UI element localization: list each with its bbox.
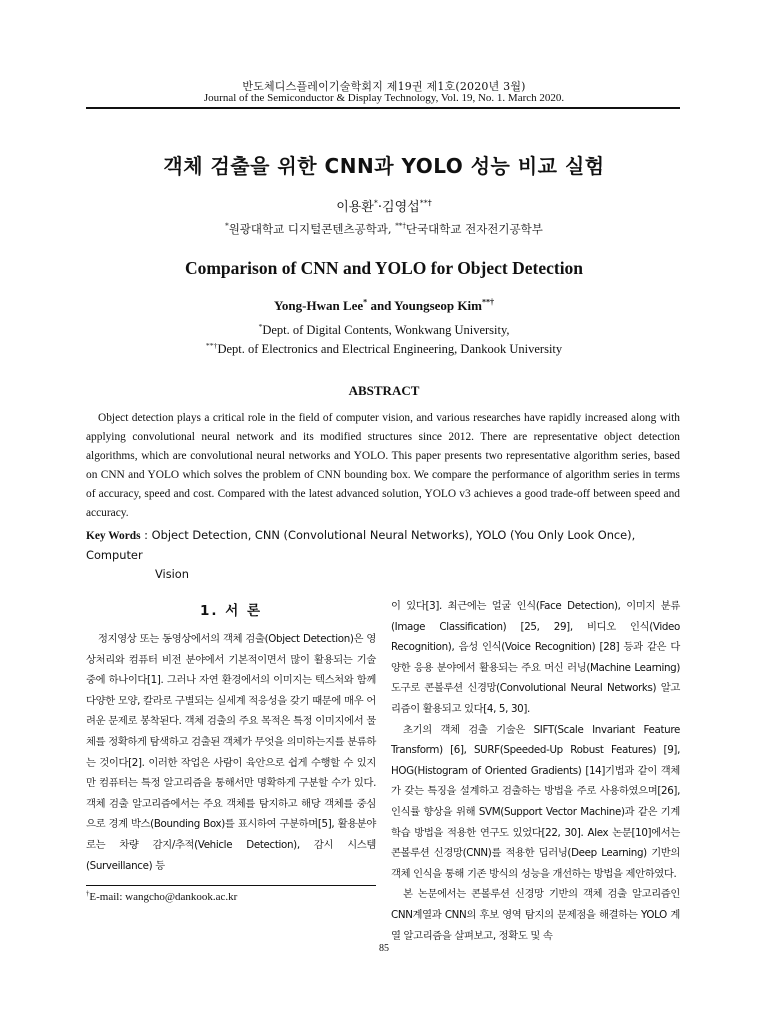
english-title: Comparison of CNN and YOLO for Object Detection	[184, 258, 584, 278]
footnote-email: E-mail: wangcho@dankook.ac.kr	[89, 891, 238, 903]
keywords-label: Key Words	[86, 530, 141, 542]
paragraph: 이 있다[3]. 최근에는 얼굴 인식(Face Detection), 이미지 분류(Image Classification) [25, 29], 비디오 인식(Video Recognition), 음성 인식(Voice Recognition) [28] 등과 같은 다양한 응용 분야에서 활용되는 주요 머신 러닝(Machine Learning) 도구로 콘볼루션 신경망(Convolutional Neural Networks) 알고리즘이 활용되고 있다[4, 5, 30].	[391, 600, 680, 715]
right-column	[391, 596, 680, 946]
left-column	[86, 629, 376, 876]
footnote-rule	[86, 885, 376, 886]
abstract-heading: ABSTRACT	[348, 383, 420, 398]
korean-author-2: 김영섭	[382, 200, 420, 215]
english-author-1: Yong-Hwan Lee	[273, 298, 364, 313]
keywords-line-1: Object Detection, CNN (Convolutional Neural Networks), YOLO (You Only Look Once), Computer	[86, 528, 636, 562]
author-1-mark: *	[373, 198, 378, 208]
keywords-line-2: Vision	[155, 567, 189, 581]
korean-authors	[0, 196, 768, 215]
paragraph: 초기의 객체 검출 기술은 SIFT(Scale Invariant Feature Transform) [6], SURF(Speeded-Up Robust Features) [9], HOG(Histogram of Oriented Gradients) [14]기법과 같이 객체가 갖는 특징을 설계하고 검출하는 방법을 주로 사용하였으며[26], 인식률 향상을 위해 SVM(Support Vector Machine)과 같은 기계 학습 방법을 적용한 연구도 있었다[22, 30]. Alex 논문[10]에서는 콘볼루션 신경망(CNN)를 적용한 딥러닝(Deep Learning) 기반의 객체 인식을 통해 기존 방식의 성능을 개선하는 방법을 제안하였다.	[391, 723, 680, 880]
english-affiliation-1: *Dept. of Digital Contents, Wonkwang University,	[258, 321, 510, 337]
page-number: 85	[379, 943, 389, 954]
paragraph: 본 논문에서는 콘볼루션 신경망 기반의 객체 검출 알고리즘인 CNN계열과 CNN의 후보 영역 탐지의 문제점을 해결하는 YOLO 계열 알고리즘을 살펴보고, 정확도 및 속	[391, 888, 680, 942]
english-affiliation-2: **†Dept. of Electronics and Electrical Engineering, Dankook University	[205, 340, 563, 356]
header-rule	[86, 107, 680, 109]
author-2-mark: **†	[419, 198, 432, 208]
journal-header-korean: 반도체디스플레이기술학회지 제19권 제1호(2020년 3월)	[242, 80, 526, 93]
english-authors: Yong-Hwan Lee* and Youngseop Kim**†	[273, 297, 495, 313]
paragraph: 정지영상 또는 동영상에서의 객체 검출(Object Detection)은 영상처리와 컴퓨터 비전 분야에서 기본적이면서 많이 활용되는 기술 중에 하나이다[1]. 그러나 자연 환경에서의 이미지는 텍스처와 함께 다양한 모양, 칼라로 구별되는 실세계 적응성을 갖기 때문에 매우 어려운 문제로 봉착된다. 객체 검출의 주요 목적은 특정 이미지에서 물체를 정확하게 탐색하고 검출된 객체가 무엇을 의미하는지를 분류하는 것이다[2]. 이러한 작업은 사람이 육안으로 쉽게 수행할 수 있지만 컴퓨터는 특정 알고리즘을 통해서만 명확하게 구분할 수가 있다. 객체 검출 알고리즘에서는 주요 객체를 탐지하고 해당 객체를 중심으로 경계 박스(Bounding Box)를 표시하여 구분하며[5], 활용분야로는 차량 감지/추적(Vehicle Detection), 감시 시스템(Surveillance) 등	[86, 633, 376, 872]
korean-author-1: 이용환	[336, 200, 374, 215]
keywords: Key Words : Object Detection, CNN (Convolutional Neural Networks), YOLO (You Only Look Once), Computer Vision	[86, 526, 680, 584]
journal-header-english: Journal of the Semiconductor & Display Technology, Vol. 19, No. 1. March 2020.	[203, 92, 565, 104]
section-heading: 1. 서 론	[199, 603, 262, 619]
korean-affiliation: *원광대학교 디지털콘텐츠공학과, **†단국대학교 전자전기공학부	[225, 221, 543, 236]
abstract-text: Object detection plays a critical role in the field of computer vision, and various researches have rapidly increased along with applying convolutional neural network and its modified structures since 2012. There are representative object detection algorithms, which are convolutional neural networks and YOLO. This paper presents two representative algorithm series, based on CNN and YOLO which solves the problem of CNN bounding box. We compare the performance of algorithm series in terms of accuracy, speed and cost. Compared with the latest advanced solution, YOLO v3 achieves a good trade-off between speed and accuracy.	[86, 412, 680, 519]
english-author-2: Youngseop Kim	[394, 298, 482, 313]
footnote: †E-mail: wangcho@dankook.ac.kr	[86, 890, 238, 903]
author-separator: ·	[377, 200, 383, 215]
korean-title: 객체 검출을 위한 CNN과 YOLO 성능 비교 실험	[163, 154, 605, 178]
